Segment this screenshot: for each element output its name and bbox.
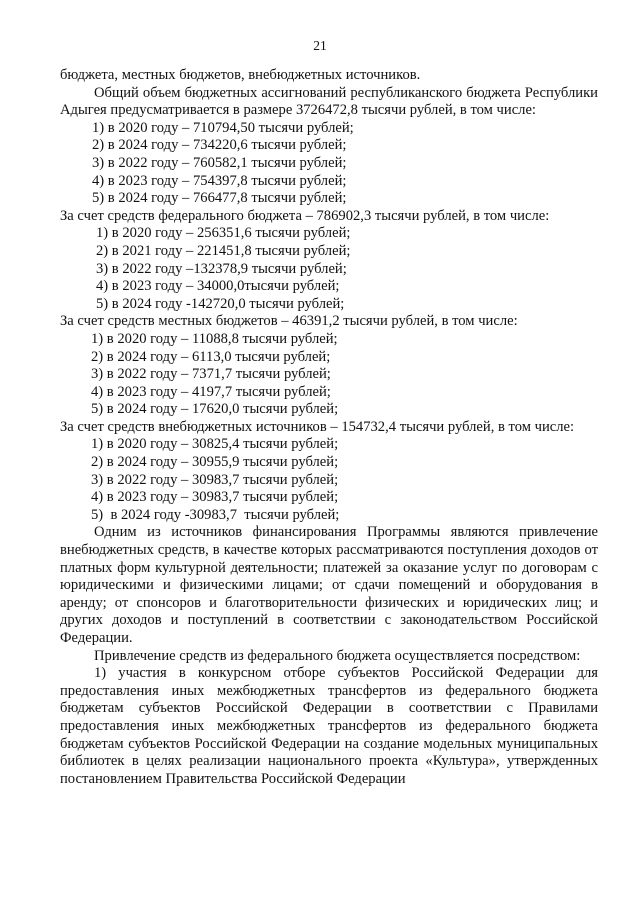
- list-item: 1) в 2020 году – 710794,50 тысячи рублей;: [92, 119, 354, 136]
- federal-attraction-paragraph: Привлечение средств из федерального бюджета осуществляется посредством:: [94, 647, 581, 664]
- federal-budget-list: [60, 225, 598, 313]
- list-item: 1) в 2020 году – 30825,4 тысячи рублей;: [91, 436, 339, 453]
- total-allocation-list: [60, 120, 598, 208]
- list-item: 2) в 2024 году – 30955,9 тысячи рублей;: [91, 454, 339, 471]
- list-item: 5) в 2024 году – 17620,0 тысячи рублей;: [91, 401, 339, 418]
- list-item: 3) в 2022 году – 7371,7 тысячи рублей;: [91, 366, 331, 383]
- list-item: 4) в 2023 году – 34000,0тысячи рублей;: [96, 278, 340, 295]
- extrabudget-list: [60, 436, 598, 524]
- local-budget-paragraph: За счет средств местных бюджетов – 46391,2 тысячи рублей, в том числе:: [60, 313, 518, 330]
- list-item: 2) в 2024 году – 734220,6 тысячи рублей;: [92, 137, 347, 154]
- list-item: 3) в 2022 году – 760582,1 тысячи рублей;: [92, 154, 347, 171]
- list-item: 3) в 2022 году –132378,9 тысячи рублей;: [96, 260, 347, 277]
- page-number: 21: [313, 38, 327, 53]
- document-body: [60, 67, 598, 788]
- federal-budget-paragraph: За счет средств федерального бюджета – 786902,3 тысячи рублей, в том числе:: [60, 207, 550, 224]
- local-budget-list: [60, 331, 598, 419]
- total-allocation-paragraph: Общий объем бюджетных ассигнований республиканского бюджета Республики Адыгея предусматривается в размере 3726472,8 тысячи рублей, в том числе:: [60, 84, 598, 119]
- financing-sources-paragraph: Одним из источников финансирования Программы являются привлечение внебюджетных средств, в качестве которых рассматриваются поступления доходов от платных форм культурной деятельности; платежей за оказание услуг по договорам с юридическими и физическими лицами; от сдачи помещений и оборудования в аренду; от спонсоров и благотворительности физических и юридических лиц; и других доходов и поступлений в соответствии с законодательством Российской Федерации.: [60, 524, 598, 646]
- list-item: 1) в 2020 году – 11088,8 тысячи рублей;: [91, 330, 338, 347]
- list-item: 5) в 2024 году – 766477,8 тысячи рублей;: [92, 190, 347, 207]
- lead-line: бюджета, местных бюджетов, внебюджетных источников.: [60, 67, 421, 83]
- list-item: 5) в 2024 году -142720,0 тысячи рублей;: [96, 295, 345, 312]
- list-item: 1) в 2020 году – 256351,6 тысячи рублей;: [96, 225, 351, 242]
- extrabudget-paragraph: За счет средств внебюджетных источников – 154732,4 тысячи рублей, в том числе:: [60, 418, 575, 435]
- list-item: 4) в 2023 году – 4197,7 тысячи рублей;: [91, 383, 331, 400]
- list-item: 2) в 2021 году – 221451,8 тысячи рублей;: [96, 242, 351, 259]
- list-item: 5) в 2024 году -30983,7 тысячи рублей;: [91, 506, 340, 523]
- list-item: 2) в 2024 году – 6113,0 тысячи рублей;: [91, 348, 331, 365]
- list-item: 3) в 2022 году – 30983,7 тысячи рублей;: [91, 471, 339, 488]
- list-item: 4) в 2023 году – 754397,8 тысячи рублей;: [92, 172, 347, 189]
- list-item: 4) в 2023 году – 30983,7 тысячи рублей;: [91, 489, 339, 506]
- competitive-selection-paragraph: 1) участия в конкурсном отборе субъектов Российской Федерации для предоставления иных межбюджетных трансфертов из федерального бюджета бюджетам субъектов Российской Федерации в соответствии с Правилами предоставления иных межбюджетных трансфертов из федерального бюджета бюджетам субъектов Российской Федерации на создание модельных муниципальных библиотек в целях реализации национального проекта «Культура», утвержденных постановлением Правительства Российской Федерации: [60, 665, 598, 787]
